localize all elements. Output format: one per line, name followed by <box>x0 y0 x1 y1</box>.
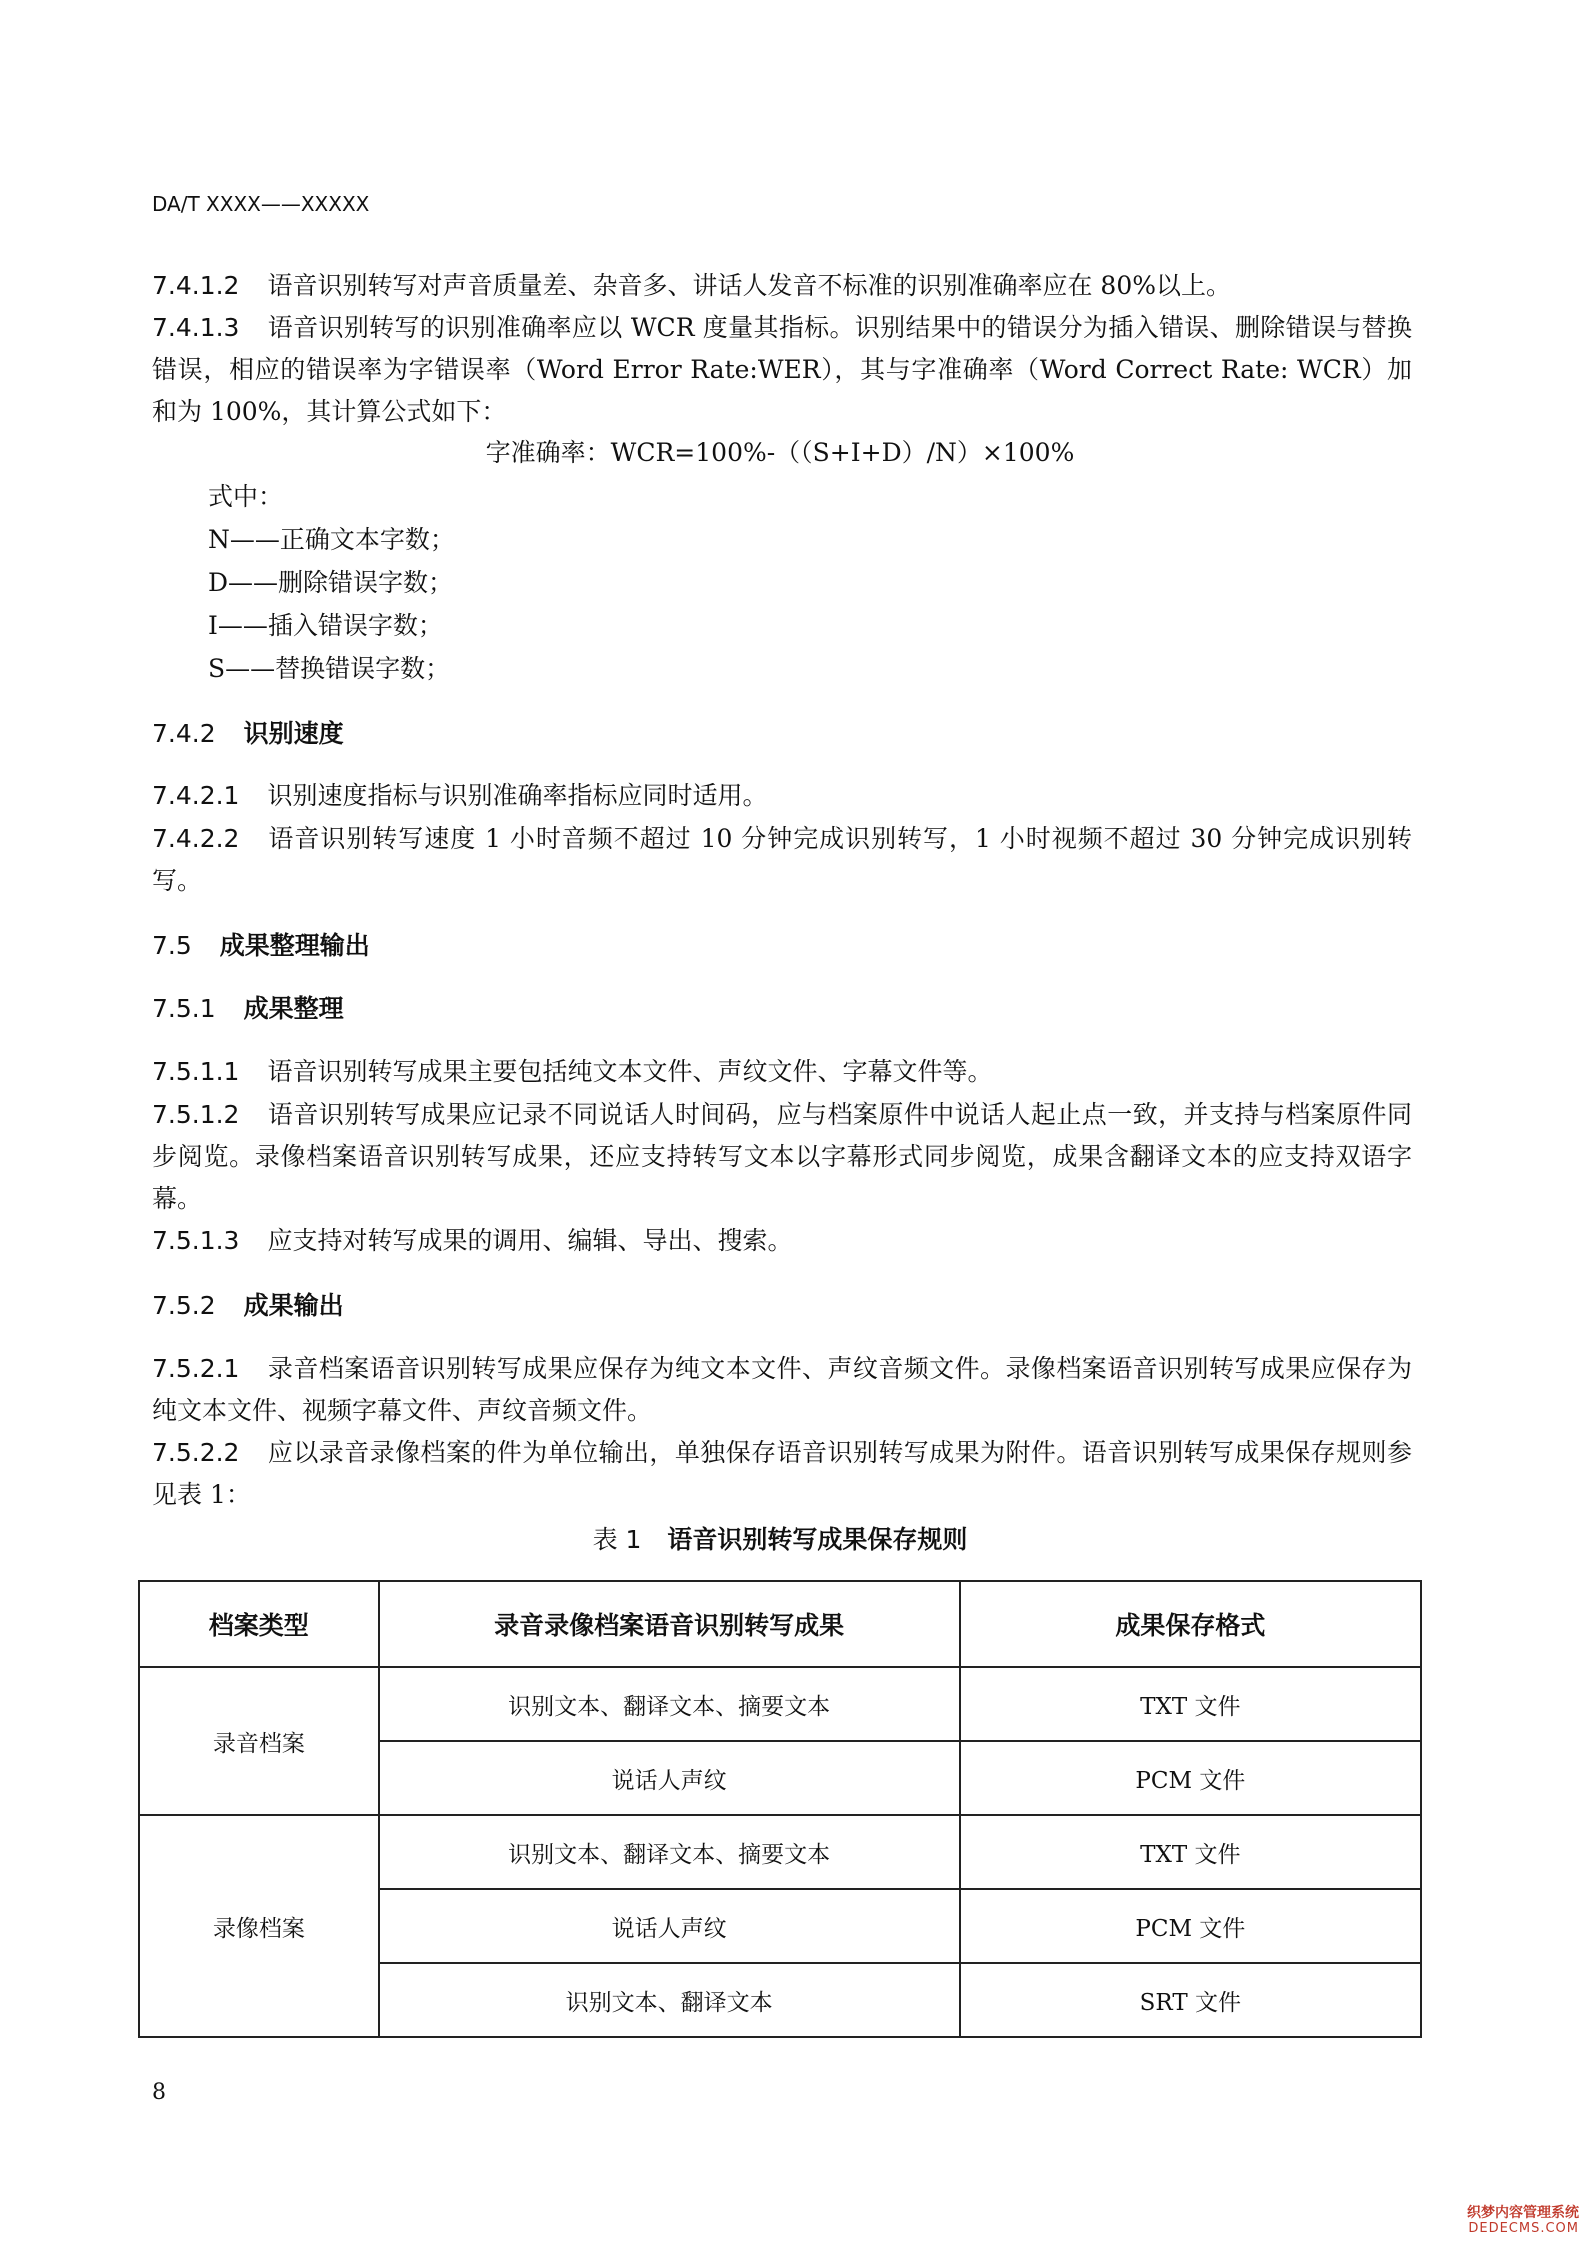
paragraph-7-5-1-1 <box>152 1051 1412 1093</box>
heading-title: 识别速度 <box>243 719 344 748</box>
result-cell: 识别文本、翻译文本、摘要文本 <box>379 1667 960 1741</box>
clause-number: 7.5.2.2 <box>152 1438 240 1467</box>
format-cell: PCM 文件 <box>960 1741 1421 1815</box>
where-item-i: I——插入错误字数； <box>208 611 443 640</box>
clause-number: 7.4.2.1 <box>152 781 240 810</box>
paragraph-7-5-1-3 <box>152 1220 1412 1262</box>
format-cell: TXT 文件 <box>960 1667 1421 1741</box>
clause-number: 7.4.1.2 <box>152 271 240 300</box>
clause-text: 语音识别转写速度 1 小时音频不超过 10 分钟完成识别转写，1 小时视频不超过 30 分钟完成识别转写。 <box>152 824 1412 895</box>
heading-title: 成果输出 <box>243 1291 344 1320</box>
clause-number: 7.5.1.3 <box>152 1226 240 1255</box>
table-caption-number: 表 1 <box>592 1525 642 1554</box>
where-item-s: S——替换错误字数； <box>208 654 451 683</box>
clause-text: 应支持对转写成果的调用、编辑、导出、搜索。 <box>267 1226 793 1255</box>
table-row <box>139 1815 1421 1889</box>
table-header-row <box>139 1581 1421 1667</box>
clause-number: 7.4.2.2 <box>152 824 240 853</box>
clause-number: 7.5.2.1 <box>152 1354 240 1383</box>
where-item-n: N——正确文本字数； <box>208 525 455 554</box>
heading-number: 7.4.2 <box>152 719 216 748</box>
heading-title: 成果整理输出 <box>219 931 370 960</box>
heading-number: 7.5.1 <box>152 994 216 1023</box>
table-caption <box>0 1520 1560 1556</box>
heading-7-5-1 <box>152 989 344 1025</box>
paragraph-7-4-2-1 <box>152 775 1412 817</box>
format-cell: PCM 文件 <box>960 1889 1421 1963</box>
watermark-line-2: DEDECMS.COM <box>1468 2221 1579 2236</box>
clause-text: 录音档案语音识别转写成果应保存为纯文本文件、声纹音频文件。录像档案语音识别转写成果应保存为纯文本文件、视频字幕文件、声纹音频文件。 <box>152 1354 1412 1425</box>
clause-number: 7.4.1.3 <box>152 313 240 342</box>
watermark-logo <box>1467 2205 1579 2237</box>
clause-number: 7.5.1.1 <box>152 1057 240 1086</box>
clause-text: 识别速度指标与识别准确率指标应同时适用。 <box>267 781 768 810</box>
result-cell: 识别文本、翻译文本、摘要文本 <box>379 1815 960 1889</box>
clause-text: 语音识别转写成果应记录不同说话人时间码，应与档案原件中说话人起止点一致，并支持与档案原件同步阅览。录像档案语音识别转写成果，还应支持转写文本以字幕形式同步阅览，成果含翻译文本的应支持双语字幕。 <box>152 1100 1412 1213</box>
table-caption-title: 语音识别转写成果保存规则 <box>667 1525 968 1554</box>
heading-title: 成果整理 <box>243 994 344 1023</box>
result-cell: 说话人声纹 <box>379 1889 960 1963</box>
clause-text: 应以录音录像档案的件为单位输出，单独保存语音识别转写成果为附件。语音识别转写成果保存规则参见表 1： <box>152 1438 1412 1509</box>
paragraph-7-4-1-3 <box>152 307 1412 433</box>
heading-7-5 <box>152 926 370 962</box>
where-intro: 式中： <box>208 482 284 511</box>
paragraph-7-4-1-2 <box>152 265 1412 307</box>
table-row <box>139 1667 1421 1741</box>
format-cell: SRT 文件 <box>960 1963 1421 2037</box>
archive-type-cell: 录音档案 <box>139 1667 379 1815</box>
page-number: 8 <box>152 2080 166 2105</box>
doc-header: DA/T XXXX——XXXXX <box>152 192 370 216</box>
paragraph-7-5-2-1 <box>152 1348 1412 1432</box>
save-rules-table <box>138 1580 1422 2038</box>
watermark-line-1: 织梦内容管理系统 <box>1467 2205 1579 2221</box>
header-format: 成果保存格式 <box>960 1581 1421 1667</box>
formula: 字准确率：WCR=100%-（（S+I+D）/N）×100% <box>485 438 1075 467</box>
heading-number: 7.5 <box>152 931 192 960</box>
heading-7-5-2 <box>152 1286 344 1322</box>
clause-text: 语音识别转写的识别准确率应以 WCR 度量其指标。识别结果中的错误分为插入错误、删除错误与替换错误，相应的错误率为字错误率（Word Error Rate:WER），其与字准确率（Word Correct Rate: WCR）加和为 100%，其计算公式如下： <box>152 313 1412 426</box>
paragraph-7-4-2-2 <box>152 818 1412 902</box>
paragraph-7-5-2-2 <box>152 1432 1412 1516</box>
paragraph-7-5-1-2 <box>152 1094 1412 1220</box>
clause-number: 7.5.1.2 <box>152 1100 240 1129</box>
heading-number: 7.5.2 <box>152 1291 216 1320</box>
where-item-d: D——删除错误字数； <box>208 568 454 597</box>
clause-text: 语音识别转写对声音质量差、杂音多、讲话人发音不标准的识别准确率应在 80%以上。 <box>267 271 1231 300</box>
format-cell: TXT 文件 <box>960 1815 1421 1889</box>
archive-type-cell: 录像档案 <box>139 1815 379 2037</box>
header-result: 录音录像档案语音识别转写成果 <box>379 1581 960 1667</box>
header-archive-type: 档案类型 <box>139 1581 379 1667</box>
clause-text: 语音识别转写成果主要包括纯文本文件、声纹文件、字幕文件等。 <box>267 1057 993 1086</box>
result-cell: 识别文本、翻译文本 <box>379 1963 960 2037</box>
heading-7-4-2 <box>152 714 344 750</box>
result-cell: 说话人声纹 <box>379 1741 960 1815</box>
